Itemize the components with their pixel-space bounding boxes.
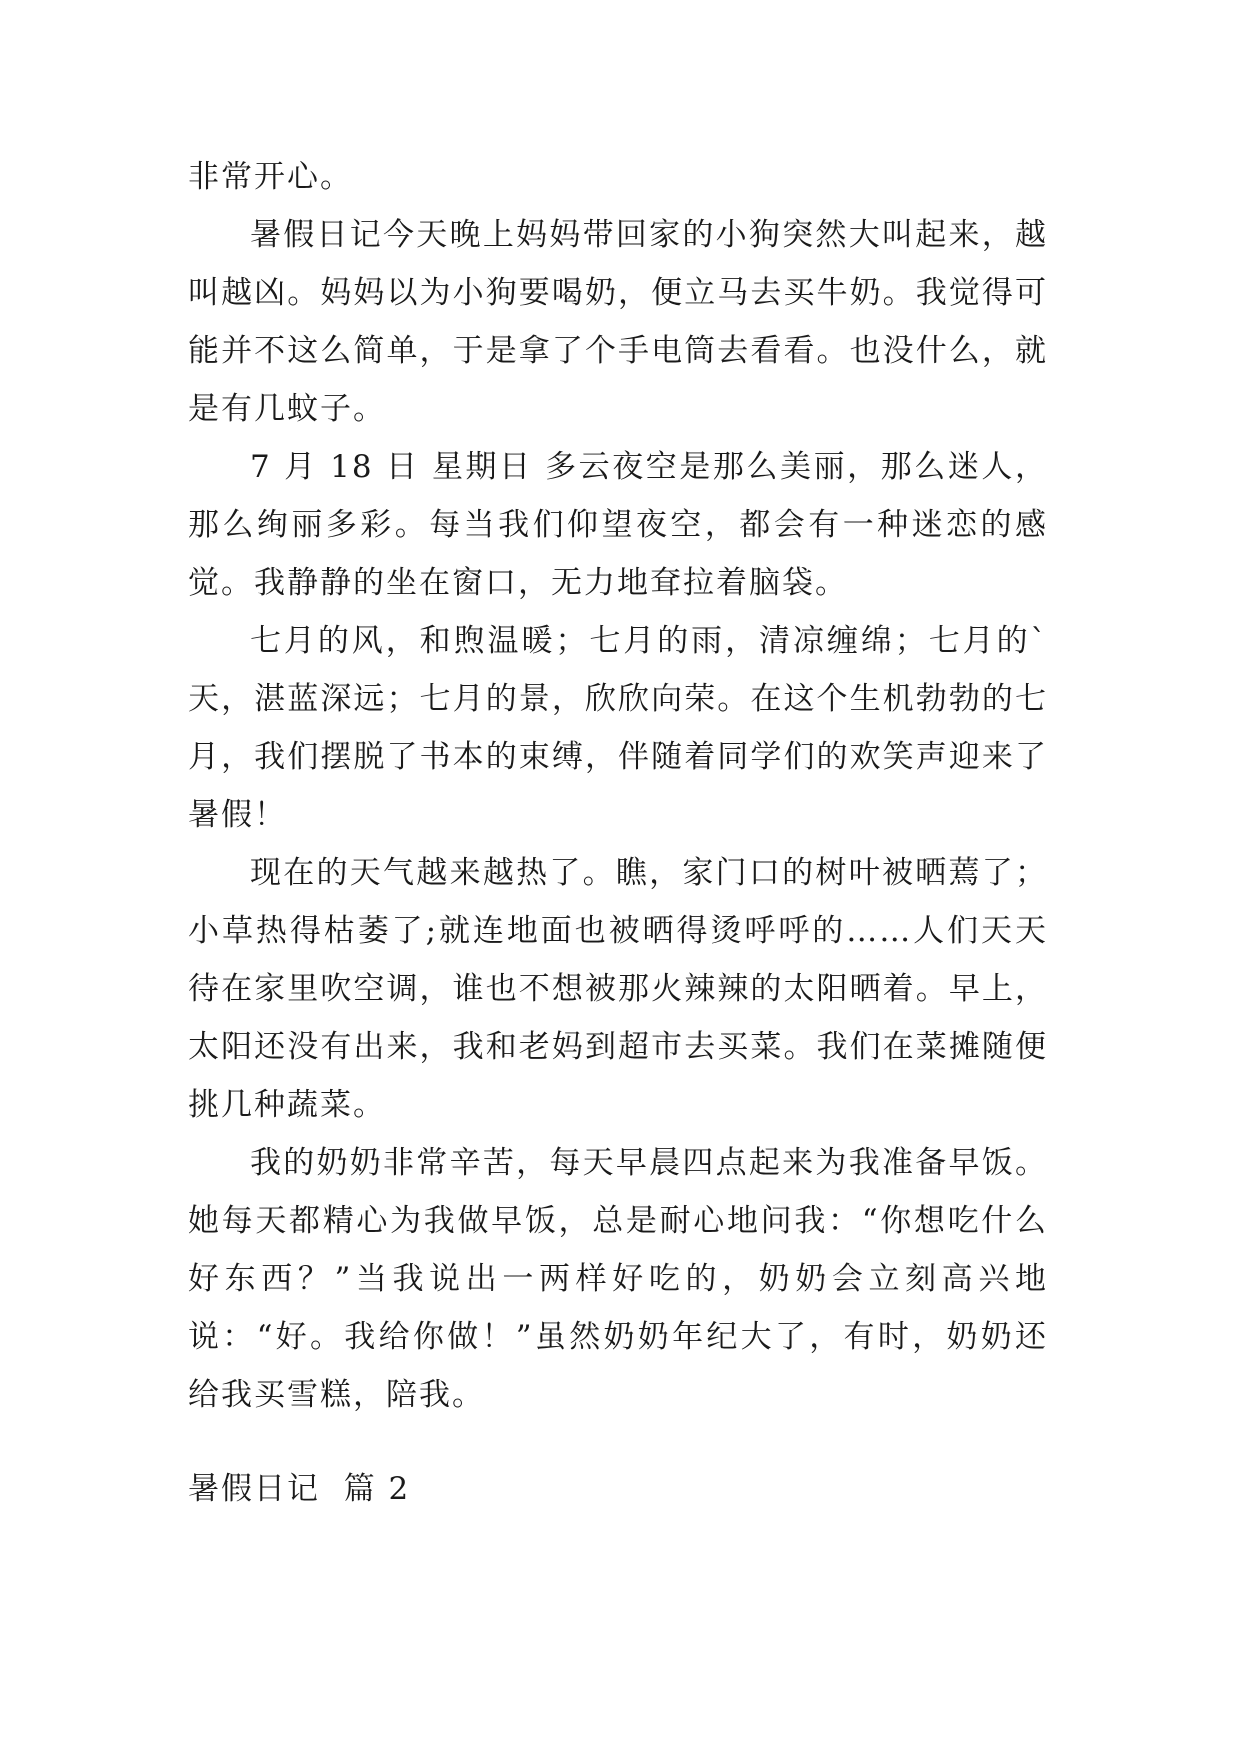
paragraph-continuation: 非常开心。 — [188, 159, 353, 195]
diary-body — [188, 148, 1048, 1424]
paragraph-night-sky: 7 月 18 日 星期日 多云夜空是那么美丽，那么迷人，那么绚丽多彩。每当我们仰望夜空，都会有一种迷恋的感觉。我静静的坐在窗口，无力地耷拉着脑袋。 — [188, 449, 1048, 601]
paragraph-july: 七月的风，和煦温暖；七月的雨，清凉缠绵；七月的`天，湛蓝深远；七月的景，欣欣向荣。在这个生机勃勃的七月，我们摆脱了书本的束缚，伴随着同学们的欢笑声迎来了暑假！ — [188, 623, 1048, 833]
paragraph-grandma: 我的奶奶非常辛苦，每天早晨四点起来为我准备早饭。她每天都精心为我做早饭，总是耐心地问我：“你想吃什么好东西？”当我说出一两样好吃的，奶奶会立刻高兴地说：“好。我给你做！”虽然奶奶年纪大了，有时，奶奶还给我买雪糕，陪我。 — [188, 1145, 1048, 1413]
paragraph-hot-weather: 现在的天气越来越热了。瞧，家门口的树叶被晒蔫了；小草热得枯萎了;就连地面也被晒得烫呼呼的……人们天天待在家里吹空调，谁也不想被那火辣辣的太阳晒着。早上，太阳还没有出来，我和老妈到超市去买菜。我们在菜摊随便挑几种蔬菜。 — [188, 855, 1048, 1123]
paragraph-puppy: 暑假日记今天晚上妈妈带回家的小狗突然大叫起来，越叫越凶。妈妈以为小狗要喝奶，便立马去买牛奶。我觉得可能并不这么简单，于是拿了个手电筒去看看。也没什么，就是有几蚊子。 — [188, 217, 1048, 427]
section-heading: 暑假日记 篇 2 — [188, 1471, 411, 1507]
